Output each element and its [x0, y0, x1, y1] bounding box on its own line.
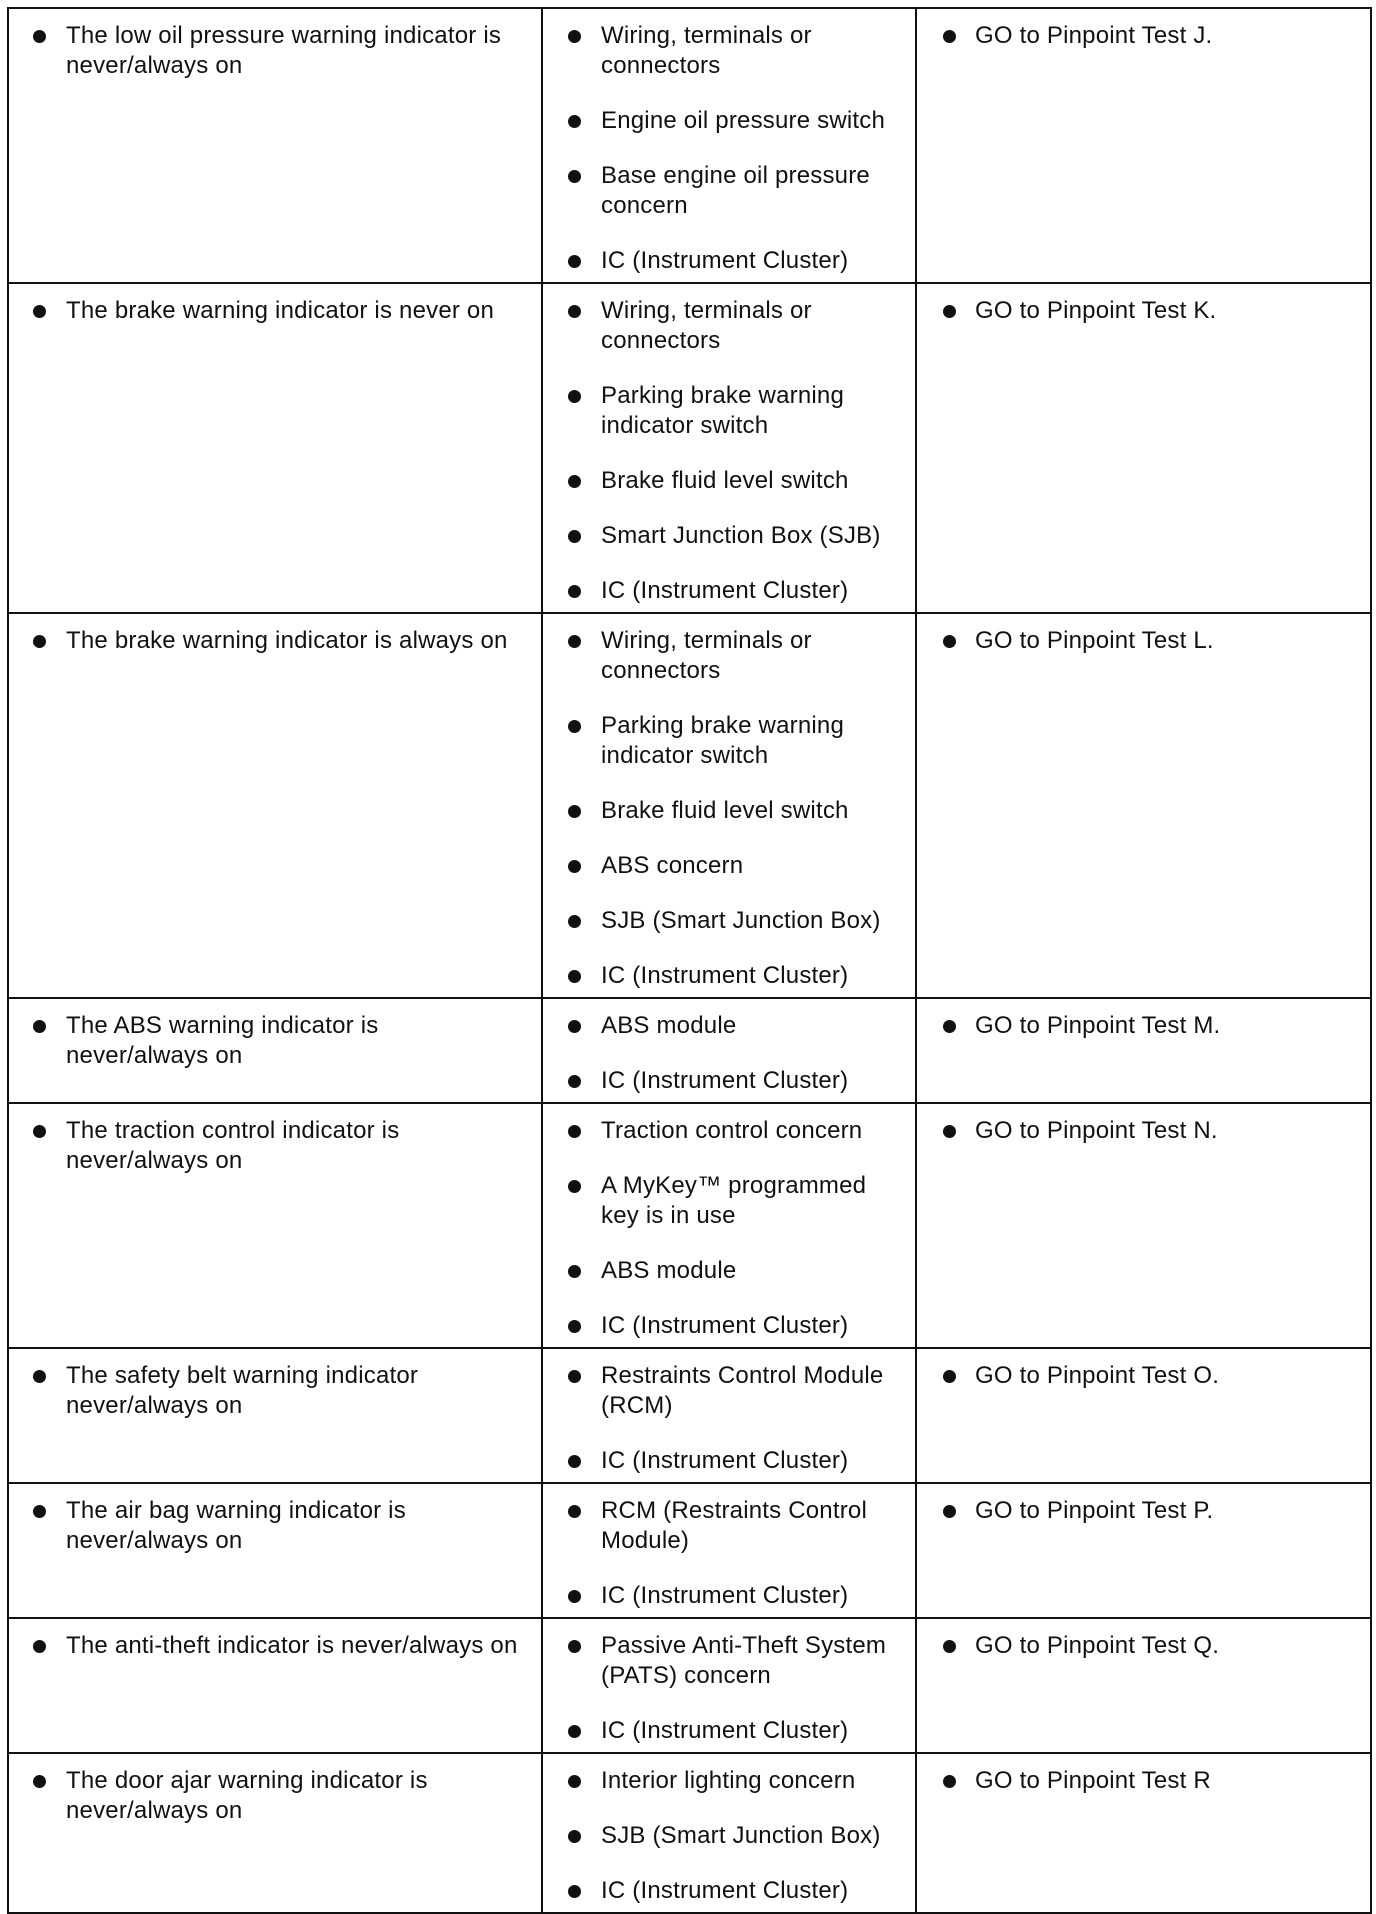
cause-item: Wiring, terminals or connectors [543, 296, 897, 356]
cause-item: Parking brake warning indicator switch [543, 711, 897, 771]
table-row [8, 1348, 1371, 1483]
condition-cell [8, 998, 542, 1103]
condition-cell [8, 1103, 542, 1348]
cause-item: Parking brake warning indicator switch [543, 381, 897, 441]
action-cell [916, 283, 1371, 613]
action-cell [916, 1483, 1371, 1618]
condition-text: The brake warning indicator is never on [9, 296, 523, 326]
condition-cell [8, 1483, 542, 1618]
action-cell [916, 1753, 1371, 1913]
cause-item: Wiring, terminals or connectors [543, 21, 897, 81]
cause-item: Passive Anti-Theft System (PATS) concern [543, 1631, 897, 1691]
cause-item: RCM (Restraints Control Module) [543, 1496, 897, 1556]
causes-cell [542, 998, 916, 1103]
table-row [8, 1753, 1371, 1913]
condition-cell [8, 613, 542, 998]
causes-cell [542, 1618, 916, 1753]
action-text: GO to Pinpoint Test J. [917, 21, 1352, 51]
cause-item: Brake fluid level switch [543, 466, 897, 496]
cause-item: Interior lighting concern [543, 1766, 897, 1796]
cause-item: IC (Instrument Cluster) [543, 576, 897, 606]
condition-cell [8, 283, 542, 613]
table-row [8, 8, 1371, 283]
causes-cell [542, 1483, 916, 1618]
cause-item: Engine oil pressure switch [543, 106, 897, 136]
action-text: GO to Pinpoint Test P. [917, 1496, 1352, 1526]
symptom-chart-table [7, 7, 1372, 1914]
causes-cell [542, 613, 916, 998]
condition-text: The air bag warning indicator is never/always on [9, 1496, 523, 1556]
cause-item: Base engine oil pressure concern [543, 161, 897, 221]
causes-cell [542, 1753, 916, 1913]
condition-text: The door ajar warning indicator is never/always on [9, 1766, 523, 1826]
condition-cell [8, 8, 542, 283]
cause-item: IC (Instrument Cluster) [543, 961, 897, 991]
cause-item: Traction control concern [543, 1116, 897, 1146]
action-cell [916, 1103, 1371, 1348]
cause-item: Wiring, terminals or connectors [543, 626, 897, 686]
table-row [8, 613, 1371, 998]
cause-item: Smart Junction Box (SJB) [543, 521, 897, 551]
cause-item: Restraints Control Module (RCM) [543, 1361, 897, 1421]
table-row [8, 998, 1371, 1103]
condition-cell [8, 1618, 542, 1753]
cause-item: A MyKey™ programmed key is in use [543, 1171, 897, 1231]
causes-cell [542, 283, 916, 613]
cause-item: ABS concern [543, 851, 897, 881]
condition-text: The ABS warning indicator is never/always on [9, 1011, 523, 1071]
causes-cell [542, 8, 916, 283]
condition-text: The brake warning indicator is always on [9, 626, 523, 656]
action-text: GO to Pinpoint Test Q. [917, 1631, 1352, 1661]
cause-item: Brake fluid level switch [543, 796, 897, 826]
symptom-chart-body [8, 8, 1371, 1913]
table-row [8, 1483, 1371, 1618]
causes-cell [542, 1348, 916, 1483]
cause-item: ABS module [543, 1011, 897, 1041]
action-text: GO to Pinpoint Test M. [917, 1011, 1352, 1041]
condition-text: The safety belt warning indicator never/always on [9, 1361, 523, 1421]
table-row [8, 1103, 1371, 1348]
causes-cell [542, 1103, 916, 1348]
action-cell [916, 1348, 1371, 1483]
action-text: GO to Pinpoint Test R [917, 1766, 1352, 1796]
cause-item: ABS module [543, 1256, 897, 1286]
action-cell [916, 998, 1371, 1103]
table-row [8, 1618, 1371, 1753]
action-cell [916, 613, 1371, 998]
cause-item: IC (Instrument Cluster) [543, 1581, 897, 1611]
cause-item: IC (Instrument Cluster) [543, 1876, 897, 1906]
condition-cell [8, 1348, 542, 1483]
cause-item: IC (Instrument Cluster) [543, 1066, 897, 1096]
action-cell [916, 1618, 1371, 1753]
table-row [8, 283, 1371, 613]
action-cell [916, 8, 1371, 283]
cause-item: IC (Instrument Cluster) [543, 1446, 897, 1476]
cause-item: SJB (Smart Junction Box) [543, 1821, 897, 1851]
action-text: GO to Pinpoint Test L. [917, 626, 1352, 656]
action-text: GO to Pinpoint Test O. [917, 1361, 1352, 1391]
cause-item: SJB (Smart Junction Box) [543, 906, 897, 936]
cause-item: IC (Instrument Cluster) [543, 246, 897, 276]
action-text: GO to Pinpoint Test K. [917, 296, 1352, 326]
condition-cell [8, 1753, 542, 1913]
action-text: GO to Pinpoint Test N. [917, 1116, 1352, 1146]
condition-text: The traction control indicator is never/always on [9, 1116, 523, 1176]
cause-item: IC (Instrument Cluster) [543, 1716, 897, 1746]
condition-text: The low oil pressure warning indicator is never/always on [9, 21, 523, 81]
cause-item: IC (Instrument Cluster) [543, 1311, 897, 1341]
condition-text: The anti-theft indicator is never/always on [9, 1631, 523, 1661]
